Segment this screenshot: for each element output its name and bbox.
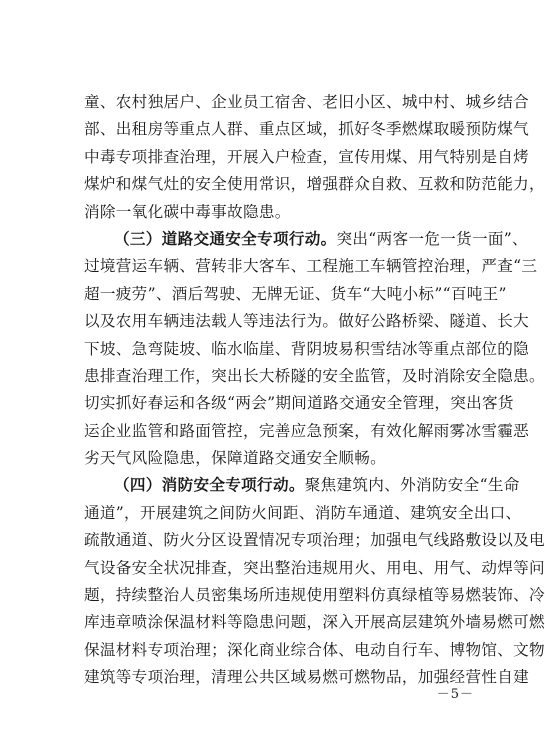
text-line: 建筑等专项治理，清理公共区域易燃可燃物品，加强经营性自建: [84, 668, 530, 687]
text-line: 库违章喷涂保温材料等隐患问题，深入开展高层建筑外墙易燃可燃: [84, 613, 545, 632]
body-text: [84, 89, 545, 692]
text-line: 消除一氧化碳中毒事故隐患。: [84, 202, 291, 221]
text-line: 部、出租房等重点人群、重点区域，抓好冬季燃煤取暖预防煤气: [84, 120, 530, 139]
text-line: 煤炉和煤气灶的安全使用常识，增强群众自救、互救和防范能力，: [84, 175, 545, 194]
section-four-heading: （四）消防安全专项行动。: [114, 476, 305, 495]
text-line: 患排查治理工作，突出长大桥隧的安全监管，及时消除安全隐患。: [84, 366, 545, 385]
section-four-first-line: [84, 472, 520, 499]
text-line: 切实抓好春运和各级“两会”期间道路交通安全管理，突出客货: [84, 394, 514, 413]
text-line: 运企业监管和路面管控，完善应急预案，有效化解雨雾冰雪霾恶: [84, 421, 530, 440]
text-line: 通道”，开展建筑之间防火间距、消防车通道、建筑安全出口、: [84, 503, 522, 522]
text-line: 题，持续整治人员密集场所违规使用塑料仿真绿植等易燃装饰、冷: [84, 586, 545, 605]
text-line: 中毒专项排查治理，开展入户检查，宣传用煤、用气特别是自烤: [84, 147, 530, 166]
text-line: 保温材料专项治理；深化商业综合体、电动自行车、博物馆、文物: [84, 640, 545, 659]
section-three-first-line: [84, 226, 528, 253]
text-line: 气设备安全状况排查，突出整治违规用火、用电、用气、动焊等问: [84, 558, 545, 577]
text-line: 超一疲劳”、酒后驾驶、无牌无证、货车“大吨小标”“百吨王”: [84, 284, 507, 303]
page-number: －5－: [436, 687, 474, 702]
section-three-heading: （三）道路交通安全专项行动。: [114, 229, 337, 248]
text-line: 疏散通道、防火分区设置情况专项治理；加强电气线路敷设以及电: [84, 531, 545, 550]
text-run: 突出“两客一危一货一面”、: [336, 229, 528, 248]
text-run: 聚焦建筑内、外消防安全“生命: [304, 476, 520, 495]
text-line: 劣天气风险隐患，保障道路交通安全顺畅。: [84, 449, 386, 468]
text-line: 下坡、急弯陡坡、临水临崖、背阴坡易积雪结冰等重点部位的隐: [84, 339, 530, 358]
text-line: 过境营运车辆、营转非大客车、工程施工车辆管控治理，严查“三: [84, 257, 538, 276]
text-line: 以及农用车辆违法载人等违法行为。做好公路桥梁、隧道、长大: [84, 312, 530, 331]
text-line: 童、农村独居户、企业员工宿舍、老旧小区、城中村、城乡结合: [84, 93, 530, 111]
